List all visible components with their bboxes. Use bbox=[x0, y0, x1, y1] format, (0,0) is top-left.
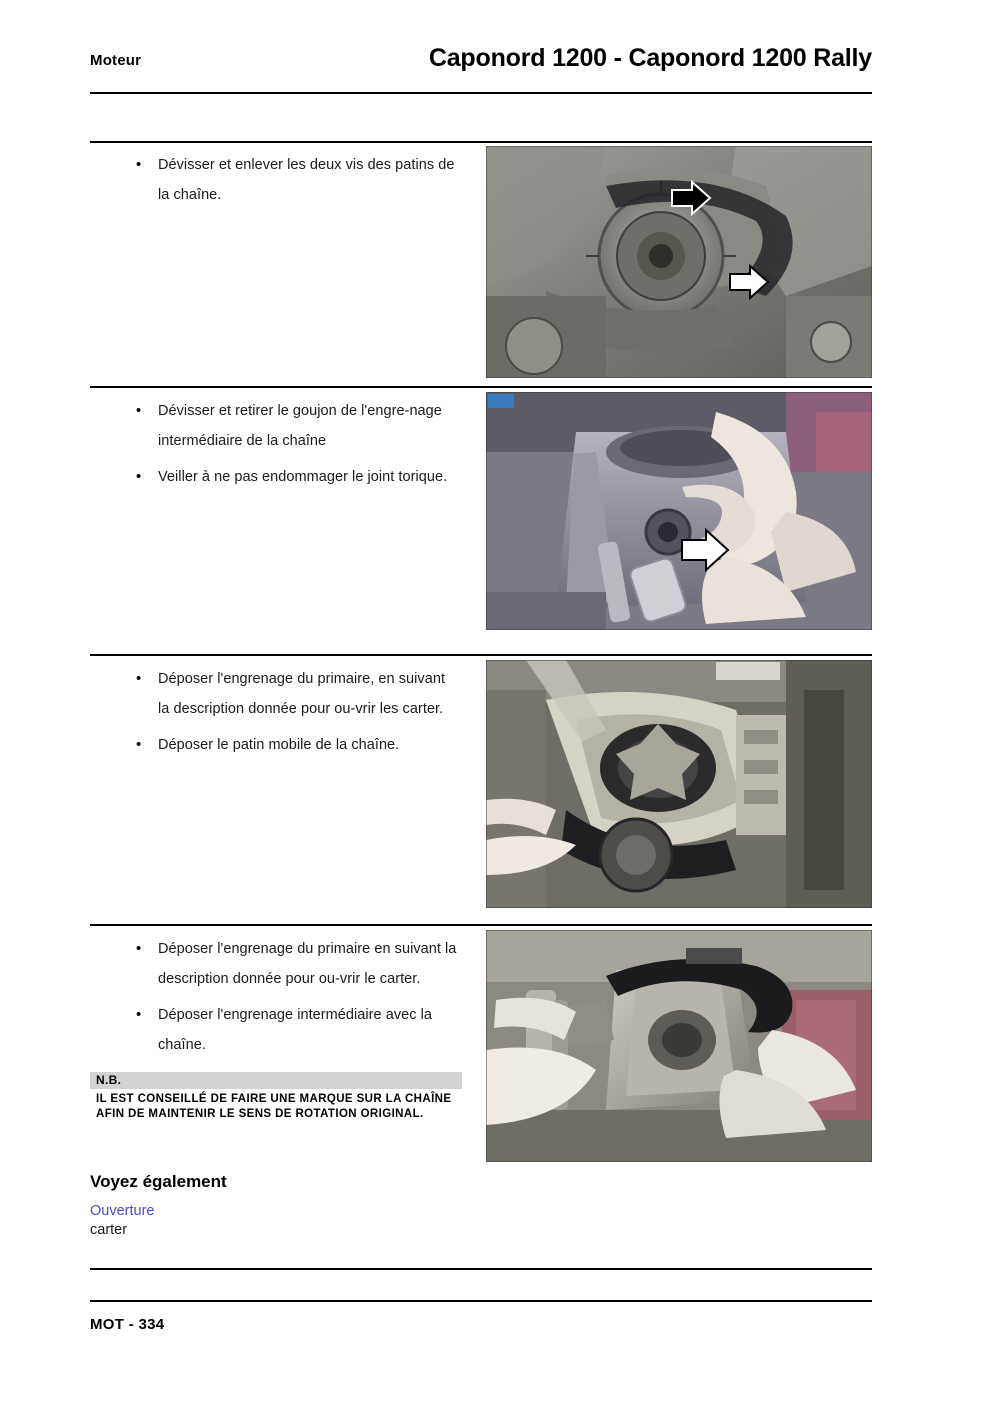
instruction-list-2 bbox=[130, 396, 460, 498]
block-3-top-divider bbox=[90, 654, 872, 656]
see-also-link-ouverture[interactable]: Ouverture bbox=[90, 1203, 155, 1219]
footer-divider-bottom bbox=[90, 1300, 872, 1302]
block-2-top-divider bbox=[90, 386, 872, 388]
bullet-icon: • bbox=[136, 940, 142, 957]
removing-idler-gear-with-chain-photo bbox=[486, 930, 872, 1162]
instruction-text: Veiller à ne pas endommager le joint torique. bbox=[158, 469, 448, 485]
header-divider bbox=[90, 92, 872, 94]
engine-on-bench-primary-gear-photo bbox=[486, 660, 872, 908]
list-item bbox=[130, 150, 460, 210]
instruction-text: Déposer l'engrenage du primaire en suivant la description donnée pour ou-vrir le carter. bbox=[158, 941, 457, 987]
list-item bbox=[130, 664, 460, 724]
bullet-icon: • bbox=[136, 468, 142, 485]
instruction-block-2 bbox=[90, 392, 872, 642]
instruction-list-3 bbox=[130, 664, 460, 766]
instruction-block-3 bbox=[90, 660, 872, 914]
footer-divider-top bbox=[90, 1268, 872, 1270]
list-item bbox=[130, 462, 460, 492]
instruction-text: Déposer l'engrenage intermédiaire avec la chaîne. bbox=[158, 1007, 433, 1053]
note-text: IL EST CONSEILLÉ DE FAIRE UNE MARQUE SUR LA CHAÎNE AFIN DE MAINTENIR LE SENS DE ROTATION ORIGINAL. bbox=[96, 1093, 452, 1120]
bullet-icon: • bbox=[136, 402, 142, 419]
header-model-title: Caponord 1200 - Caponord 1200 Rally bbox=[428, 44, 872, 72]
removing-idler-gear-stud-photo bbox=[486, 392, 872, 630]
note-bar bbox=[90, 1072, 462, 1089]
list-item bbox=[130, 934, 460, 994]
bullet-icon: • bbox=[136, 670, 142, 687]
block-4-top-divider bbox=[90, 924, 872, 926]
note-label: N.B. bbox=[96, 1073, 122, 1087]
engine-chain-guide-screws-photo bbox=[486, 146, 872, 378]
see-also-heading: Voyez également bbox=[90, 1172, 227, 1191]
bullet-icon: • bbox=[136, 1006, 142, 1023]
instruction-text: Dévisser et enlever les deux vis des patins de la chaîne. bbox=[158, 157, 455, 203]
block-1-top-divider bbox=[90, 141, 872, 143]
list-item bbox=[130, 396, 460, 456]
instruction-block-1 bbox=[90, 146, 872, 384]
instruction-text: Déposer le patin mobile de la chaîne. bbox=[158, 737, 400, 753]
instruction-list-1 bbox=[130, 150, 460, 216]
see-also-link-subtext: carter bbox=[90, 1222, 128, 1238]
instruction-text: Dévisser et retirer le goujon de l'engre-nage intermédiaire de la chaîne bbox=[158, 403, 442, 449]
list-item bbox=[130, 730, 460, 760]
instruction-text: Déposer l'engrenage du primaire, en suivant la description donnée pour ou-vrir les carter. bbox=[158, 671, 446, 717]
page-header bbox=[90, 44, 872, 90]
list-item bbox=[130, 1000, 460, 1060]
header-section-label: Moteur bbox=[90, 52, 142, 69]
page-number: MOT - 334 bbox=[90, 1316, 165, 1333]
bullet-icon: • bbox=[136, 736, 142, 753]
bullet-icon: • bbox=[136, 156, 142, 173]
instruction-block-4 bbox=[90, 930, 872, 1162]
instruction-list-4 bbox=[130, 934, 460, 1066]
